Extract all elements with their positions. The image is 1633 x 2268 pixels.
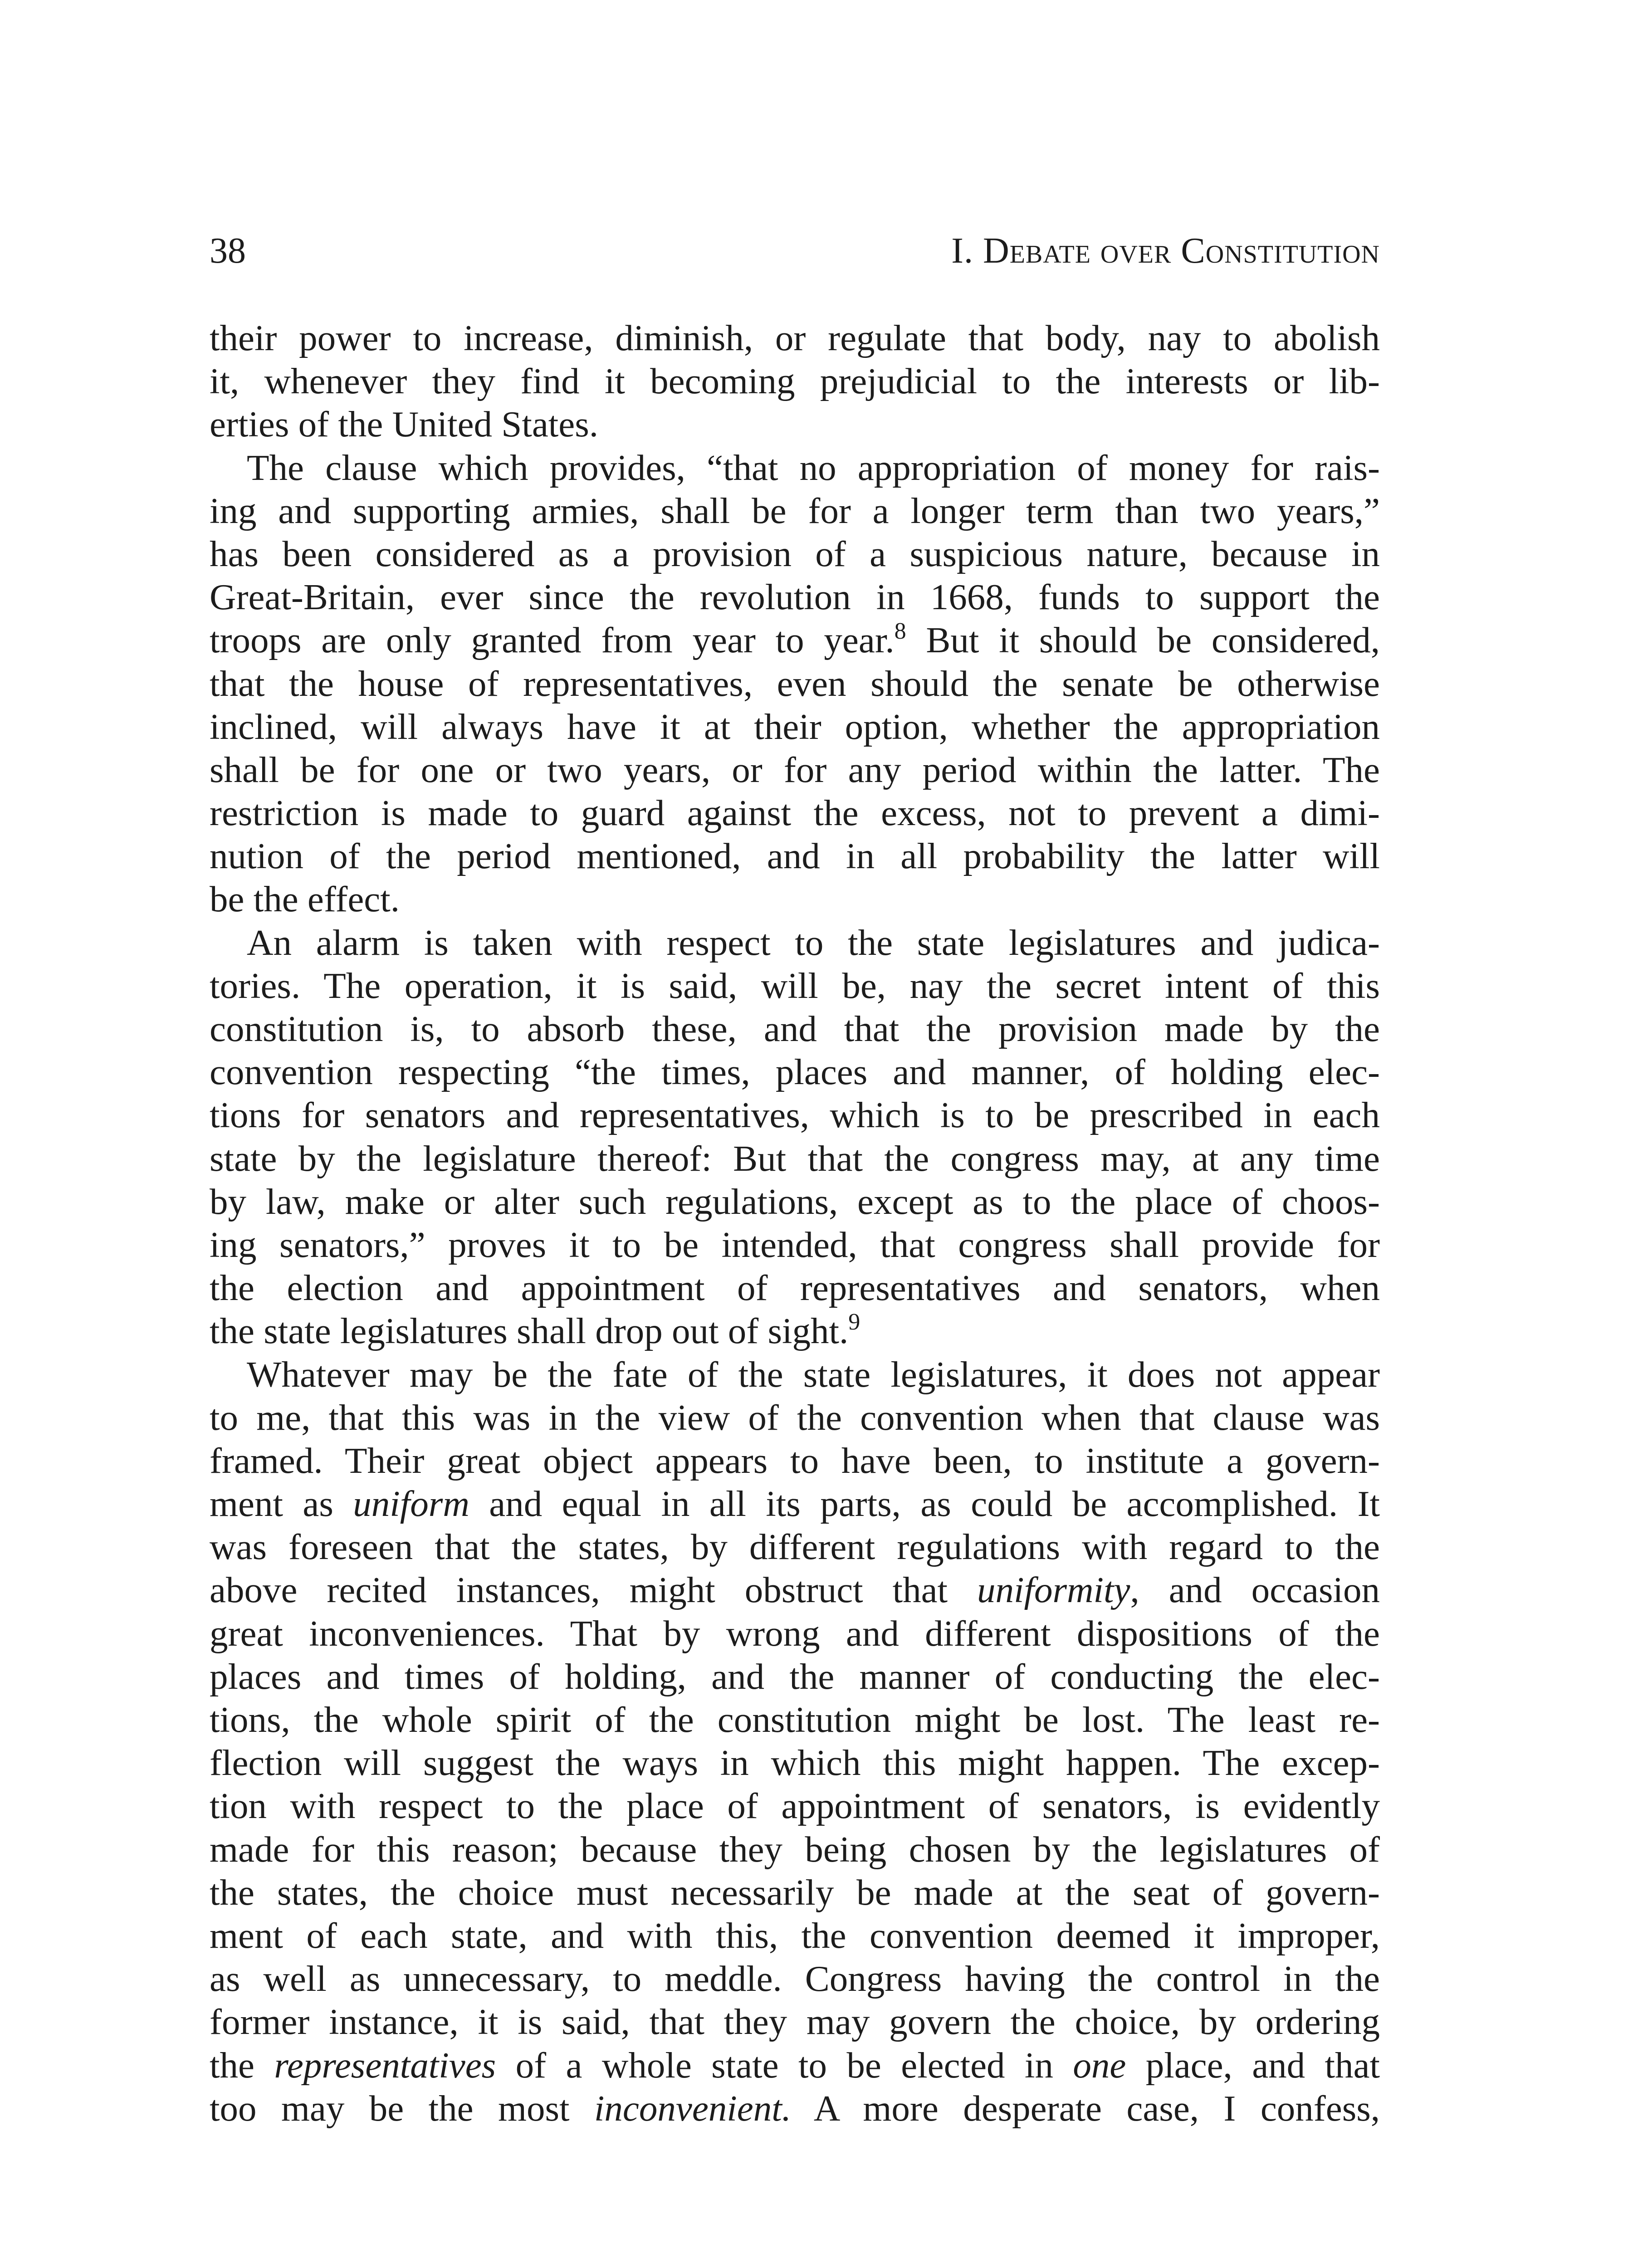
text-line: as well as unnecessary, to meddle. Congress having the control in the <box>210 1958 1380 1999</box>
text-line: flection will suggest the ways in which this might happen. The excep- <box>210 1742 1380 1784</box>
text-line: state by the legislature thereof: But that the congress may, at any time <box>210 1138 1380 1179</box>
text-line: their power to increase, diminish, or regulate that body, nay to abolish <box>210 318 1380 358</box>
text-run: and equal in all its parts, as could be accomplished. It <box>469 1483 1380 1525</box>
text-line <box>210 2044 1380 2087</box>
text-run: , and occasion <box>1130 1569 1380 1611</box>
paragraph-first-line: The clause which provides, “that no appropriation of money for rais- <box>247 447 1380 488</box>
text-line: tions, the whole spirit of the constitution might be lost. The least re- <box>210 1699 1380 1740</box>
running-head <box>210 217 1380 285</box>
text-line: the states, the choice must necessarily be made at the seat of govern- <box>210 1872 1380 1913</box>
text-line: it, whenever they find it becoming prejudicial to the interests or lib- <box>210 361 1380 402</box>
text-line: constitution is, to absorb these, and that the provision made by the <box>210 1008 1380 1049</box>
italic-run: inconvenient. <box>594 2087 791 2129</box>
text-line: that the house of representatives, even should the senate be otherwise <box>210 663 1380 704</box>
text-run: the <box>210 2044 274 2086</box>
text-line: to me, that this was in the view of the convention when that clause was <box>210 1397 1380 1438</box>
text-line <box>210 1569 1380 1612</box>
text-run: above recited instances, might obstruct that <box>210 1569 978 1611</box>
text-line: great inconveniences. That by wrong and different dispositions of the <box>210 1613 1380 1654</box>
text-run: A more desperate case, I confess, <box>791 2087 1380 2129</box>
text-run: too may be the most <box>210 2087 594 2129</box>
paragraph-first-line: Whatever may be the fate of the state legislatures, it does not appear <box>247 1354 1380 1395</box>
text-line: ing and supporting armies, shall be for a longer term than two years,” <box>210 490 1380 531</box>
text-run: place, and that <box>1126 2044 1380 2086</box>
text-line: former instance, it is said, that they may govern the choice, by ordering <box>210 2001 1380 2043</box>
text-line: Great-Britain, ever since the revolution in 1668, funds to support the <box>210 577 1380 618</box>
text-line: places and times of holding, and the manner of conducting the elec- <box>210 1656 1380 1697</box>
text-line: tions for senators and representatives, which is to be prescribed in each <box>210 1095 1380 1136</box>
text-line: convention respecting “the times, places and manner, of holding elec- <box>210 1051 1380 1093</box>
text-run: the state legislatures shall drop out of sight. <box>210 1310 849 1352</box>
text-line: inclined, will always have it at their option, whether the appropriation <box>210 706 1380 747</box>
italic-run: uniform <box>353 1483 469 1525</box>
text-run: ment as <box>210 1483 353 1525</box>
text-line <box>210 619 1380 662</box>
italic-run: uniformity <box>977 1569 1130 1611</box>
text-line: ment of each state, and with this, the convention deemed it improper, <box>210 1915 1380 1956</box>
text-line: made for this reason; because they being chosen by the legislatures of <box>210 1828 1380 1870</box>
footnote-marker: 9 <box>848 1309 861 1335</box>
italic-run: one <box>1073 2044 1126 2086</box>
text-run: But it should be considered, <box>906 620 1380 661</box>
text-line: nution of the period mentioned, and in all probability the latter will <box>210 836 1380 877</box>
text-line: restriction is made to guard against the excess, not to prevent a dimi- <box>210 792 1380 834</box>
text-run: troops are only granted from year to year. <box>210 620 895 661</box>
text-line: ing senators,” proves it to be intended, that congress shall provide for <box>210 1224 1380 1265</box>
text-run: of a whole state to be elected in <box>496 2044 1073 2086</box>
text-line: was foreseen that the states, by different regulations with regard to the <box>210 1526 1380 1568</box>
text-line <box>210 1310 1380 1353</box>
text-line <box>210 2087 1380 2130</box>
footnote-marker: 8 <box>894 618 906 645</box>
text-line: has been considered as a provision of a suspicious nature, because in <box>210 533 1380 574</box>
text-line: be the effect. <box>210 879 400 920</box>
italic-run: representatives <box>274 2044 496 2086</box>
body-text <box>210 317 1380 2130</box>
text-line: framed. Their great object appears to have been, to institute a govern- <box>210 1440 1380 1481</box>
page-number: 38 <box>210 231 246 271</box>
text-line: shall be for one or two years, or for any period within the latter. The <box>210 749 1380 790</box>
text-line: by law, make or alter such regulations, except as to the place of choos- <box>210 1181 1380 1222</box>
section-title: I. Debate over Constitution <box>951 231 1380 271</box>
text-line: tories. The operation, it is said, will be, nay the secret intent of this <box>210 965 1380 1006</box>
paragraph-first-line: An alarm is taken with respect to the state legislatures and judica- <box>247 922 1380 963</box>
text-line: erties of the United States. <box>210 404 599 445</box>
text-line <box>210 1482 1380 1525</box>
text-line: the election and appointment of representatives and senators, when <box>210 1267 1380 1309</box>
text-line: tion with respect to the place of appointment of senators, is evidently <box>210 1785 1380 1827</box>
